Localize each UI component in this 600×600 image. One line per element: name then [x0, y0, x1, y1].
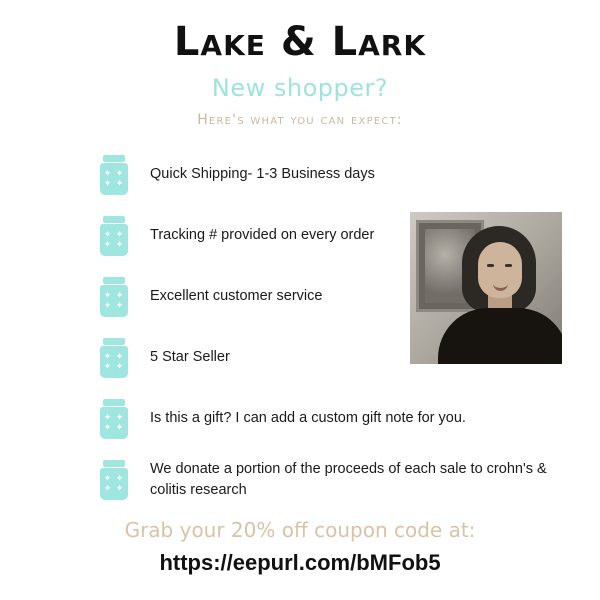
owner-portrait-photo — [410, 212, 562, 364]
footer — [0, 518, 600, 576]
mason-jar-icon: ✦ ✦ ✦ ✦ — [100, 216, 128, 256]
page-title: Lake & Lark — [173, 19, 427, 65]
benefit-text: Quick Shipping- 1-3 Business days — [150, 166, 375, 183]
benefit-text: 5 Star Seller — [150, 349, 230, 366]
mason-jar-icon: ✦ ✦ ✦ ✦ — [100, 460, 128, 500]
benefit-text: We donate a portion of the proceeds of each sale to crohn's & colitis research — [150, 460, 547, 498]
benefit-text: Excellent customer service — [150, 288, 323, 305]
list-item — [100, 389, 580, 449]
coupon-url[interactable]: https://eepurl.com/bMFob5 — [159, 550, 441, 575]
benefit-text: Tracking # provided on every order — [150, 227, 375, 244]
mason-jar-icon: ✦ ✦ ✦ ✦ — [100, 155, 128, 195]
mason-jar-icon: ✦ ✦ ✦ ✦ — [100, 399, 128, 439]
coupon-text: Grab your 20% off coupon code at: — [124, 518, 476, 542]
list-item — [100, 450, 580, 510]
mason-jar-icon: ✦ ✦ ✦ ✦ — [100, 338, 128, 378]
list-item — [100, 145, 580, 205]
subtitle: New shopper? — [211, 74, 389, 102]
mason-jar-icon: ✦ ✦ ✦ ✦ — [100, 277, 128, 317]
tagline: Here's what you can expect: — [197, 112, 403, 128]
benefit-text: Is this a gift? I can add a custom gift note for you. — [150, 410, 466, 427]
